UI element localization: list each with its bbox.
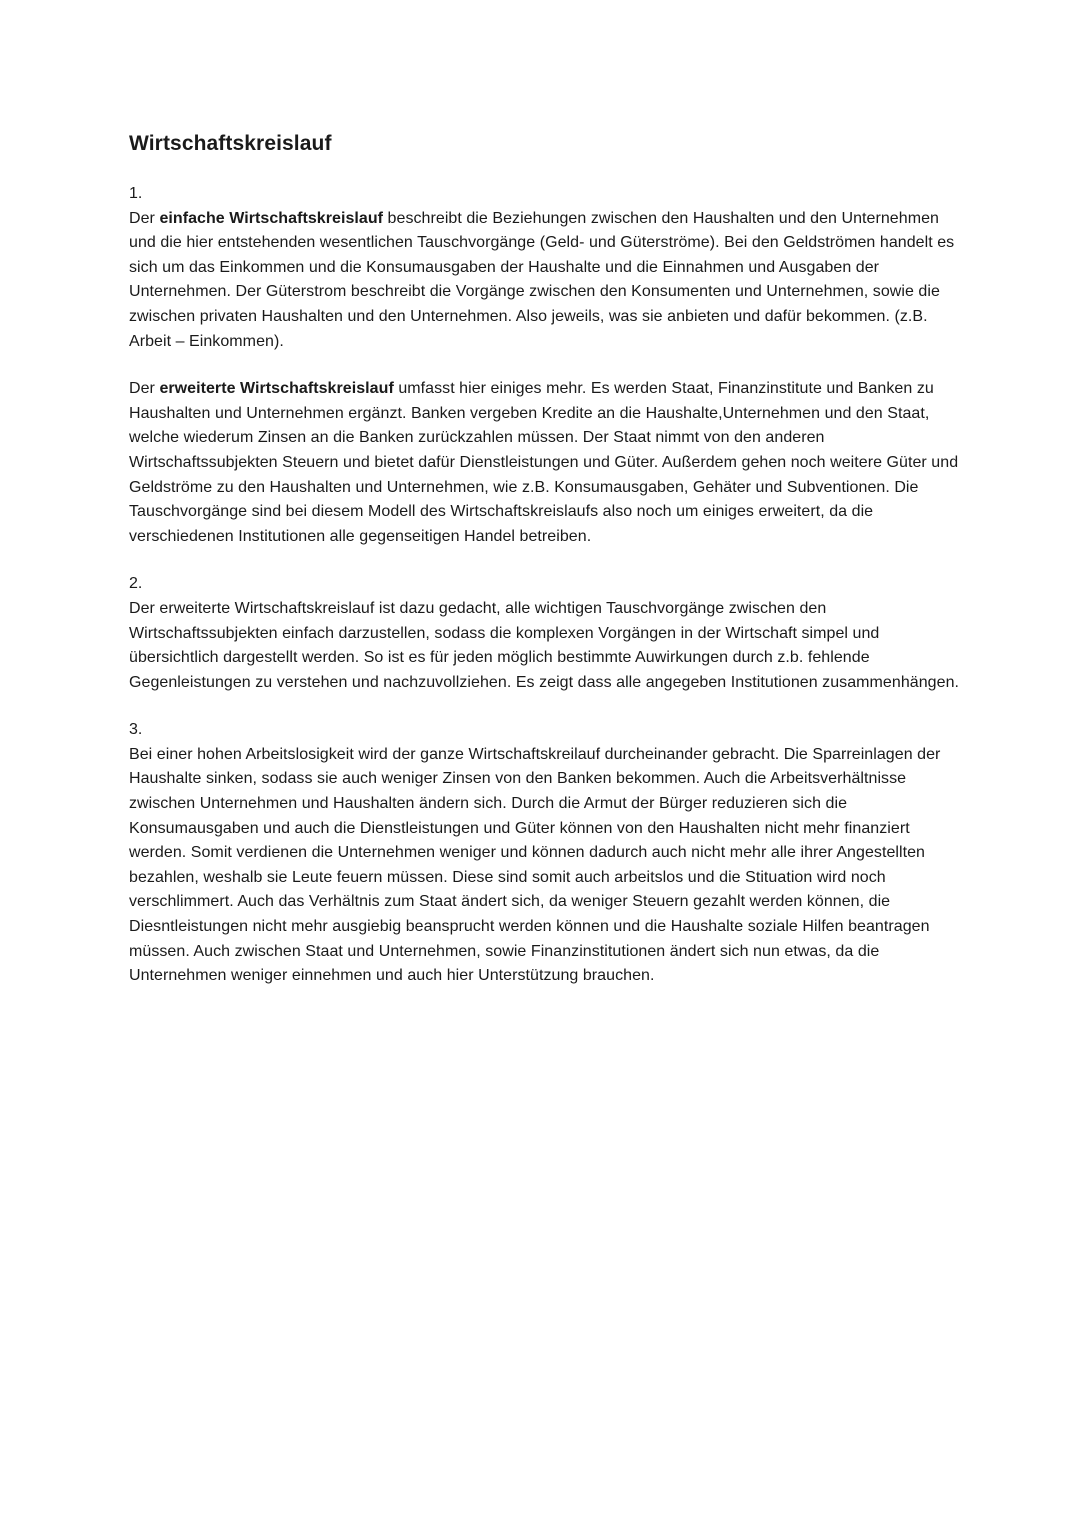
section-number: 1. [129,185,143,202]
paragraph-text: Der erweiterte Wirtschaftskreislauf ist dazu gedacht, alle wichtigen Tauschvorgänge zwischen den Wirtschaftssubjekten einfach darzustellen, sodass die komplexen Vorgängen in der Wirtschaft simpel und übersichtlich dargestellt werden. So ist es für jeden möglich bestimmte Auwirkungen durch z.b. fehlende Gegenleistungen zu verstehen und nachzuvollziehen. Es zeigt dass alle angegeben Institutionen zusammenhängen. [129,599,960,691]
section-2 [129,572,959,695]
paragraph-lead: Der [129,380,160,398]
section-number: 3. [129,721,143,739]
paragraph-lead: Der [129,209,160,227]
bold-term: einfache Wirtschaftskreislauf [159,209,384,227]
document-title: Wirtschaftskreislauf [129,132,332,155]
section-number: 2. [129,575,143,593]
document-page [129,128,959,989]
section-3 [129,718,959,989]
bold-term: erweiterte Wirtschaftskreislauf [159,380,394,398]
paragraph-text: Bei einer hohen Arbeitslosigkeit wird der ganze Wirtschaftskreilauf durcheinander gebracht. Die Sparreinlagen der Haushalte sinken, sodass sie auch weniger Zinsen von den Banken bekommen. Auch die Arbeitsverhältnisse zwischen Unternehmen und Haushalten ändern sich. Durch die Armut der Bürger reduzieren sich die Konsumausgaben und auch die Dienstleistungen und Güter können von den Haushalten nicht mehr finanziert werden. Somit verdienen die Unternehmen weniger und können dadurch auch nicht mehr alle ihrer Angestellten bezahlen, weshalb sie Leute feuern müssen. Diese sind somit auch arbeitslos und die Stituation wird noch verschlimmert. Auch das Verhältnis zum Staat ändert sich, da weniger Steuern gezahlt werden können, die Diesntleistungen nicht mehr ausgiebig beansprucht werden können und die Haushalte soziale Hilfen beantragen müssen. Auch zwischen Staat und Unternehmen, sowie Finanzinstitutionen ändert sich nun etwas, da die Unternehmen weniger einnehmen und auch hier Unterstützung brauchen. [129,745,941,985]
paragraph-text: umfasst hier einiges mehr. Es werden Staat, Finanzinstitute und Banken zu Haushalten und Unternehmen ergänzt. Banken vergeben Kredite an die Haushalte,Unternehmen und den Staat, welche wiederum Zinsen an die Banken zurückzahlen müssen. Der Staat nimmt von den anderen Wirtschaftssubjekten Steuern und bietet dafür Dienstleistungen und Güter. Außerdem gehen noch weitere Güter und Geldströme zu den Haushalten und Unternehmen, wie z.B. Konsumausgaben, Gehäter und Subventionen. Die Tauschvorgänge sind bei diesem Modell des Wirtschaftskreislaufs also noch um einiges erweitert, da die verschiedenen Institutionen alle gegenseitigen Handel betreiben. [129,380,959,545]
section-1 [129,182,959,549]
paragraph-erweiterter-kreislauf [129,377,959,549]
paragraph-text: beschreibt die Beziehungen zwischen den Haushalten und den Unternehmen und die hier entstehenden wesentlichen Tauschvorgänge (Geld- und Güterströme). Bei den Geldströmen handelt es sich um das Einkommen und die Konsumausgaben der Haushalte und die Einnahmen und Ausgaben der Unternehmen. Der Güterstrom beschreibt die Vorgänge zwischen den Konsumenten und Unternehmen, sowie die zwischen privaten Haushalten und den Unternehmen. Also jeweils, was sie anbieten und dafür bekommen. (z.B. Arbeit – Einkommen). [129,209,955,350]
paragraph-einfacher-kreislauf [129,207,959,355]
